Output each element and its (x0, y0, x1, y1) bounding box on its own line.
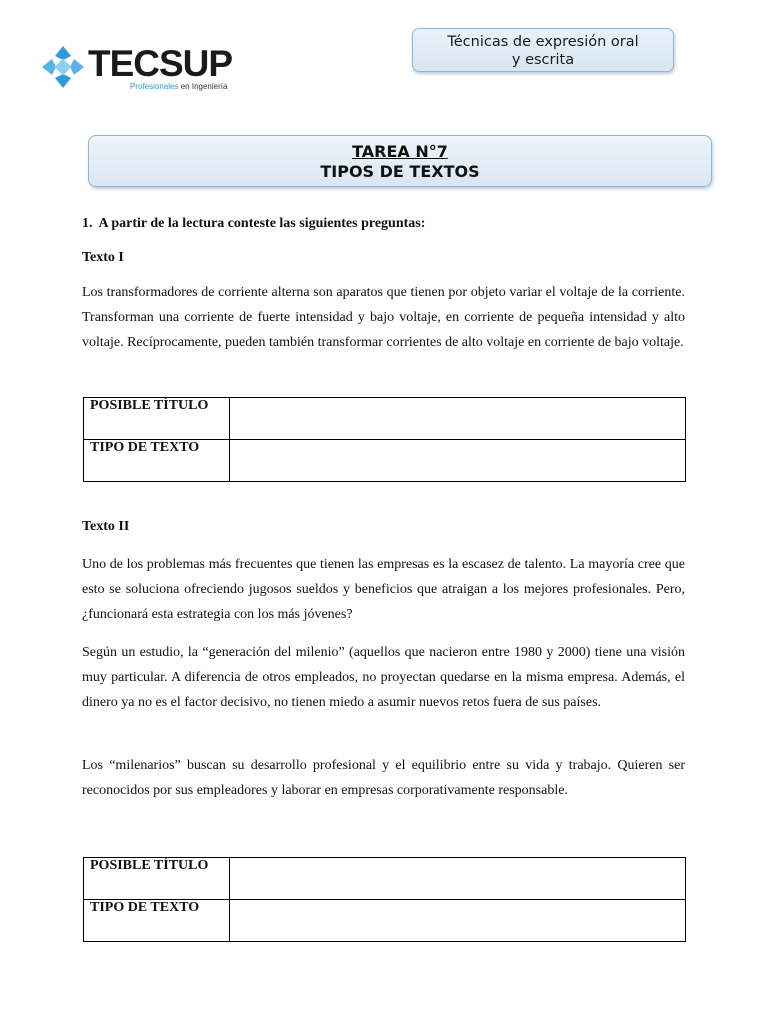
course-title-line1: Técnicas de expresión oral (447, 34, 639, 50)
table-row (84, 398, 686, 440)
table-row (84, 900, 686, 942)
text-type-label: TIPO DE TEXTO (84, 440, 230, 482)
tecsup-emblem-icon (40, 44, 86, 90)
answer-table-2 (83, 857, 686, 942)
table-row (84, 440, 686, 482)
course-title-line2: y escrita (511, 52, 575, 68)
text-type-answer-cell[interactable] (230, 440, 686, 482)
text-type-answer-cell[interactable] (230, 900, 686, 942)
tecsup-logo (40, 42, 240, 94)
texto-2-paragraph-2: Según un estudio, la “generación del milenio” (aquellos que nacieron entre 1980 y 2000) tiene una visión muy particular. A diferencia de otros empleados, no proyectan quedarse en la misma empresa. Además, el dinero ya no es el factor decisivo, no tienen miedo a asumir nuevos retos fuera de sus países. (82, 645, 685, 710)
logo-wordmark: TECSUP (88, 43, 233, 84)
texto-2-paragraph-1: Uno de los problemas más frecuentes que tienen las empresas es la escasez de talento. La mayoría cree que esto se soluciona ofreciendo jugosos sueldos y beneficios que atraigan a los mejores profesionales. Pero, ¿funcionará esta estrategia con los más jóvenes? (82, 557, 685, 622)
logo-tagline: Profesionales en Ingeniería (130, 82, 228, 91)
question-text: A partir de la lectura conteste las siguientes preguntas: (98, 216, 426, 231)
texto-2-paragraph-3: Los “milenarios” buscan su desarrollo profesional y el equilibrio entre su vida y trabajo. Quieren ser reconocidos por sus empleadores y laborar en empresas corporativamente responsable. (82, 758, 685, 798)
possible-title-answer-cell[interactable] (230, 858, 686, 900)
texto-2-heading: Texto II (82, 519, 130, 534)
assignment-title-box (88, 135, 712, 187)
texto-1-heading: Texto I (82, 250, 124, 265)
course-title-box (412, 28, 674, 72)
text-type-label: TIPO DE TEXTO (84, 900, 230, 942)
question-number: 1. (82, 216, 93, 231)
texto-1-paragraph: Los transformadores de corriente alterna son aparatos que tienen por objeto variar el voltaje de la corriente. Transforman una corriente de fuerte intensidad y bajo voltaje, en corriente de pequeña intensidad y alto voltaje. Recíprocamente, pueden también transformar corrientes de alto voltaje en corriente de bajo voltaje. (82, 285, 685, 350)
possible-title-label: POSIBLE TÍTULO (84, 858, 230, 900)
assignment-number: TAREA N°7 (352, 142, 448, 161)
possible-title-answer-cell[interactable] (230, 398, 686, 440)
possible-title-label: POSIBLE TÍTULO (84, 398, 230, 440)
assignment-topic: TIPOS DE TEXTOS (320, 162, 480, 181)
answer-table-1 (83, 397, 686, 482)
question-instruction (82, 216, 425, 232)
table-row (84, 858, 686, 900)
